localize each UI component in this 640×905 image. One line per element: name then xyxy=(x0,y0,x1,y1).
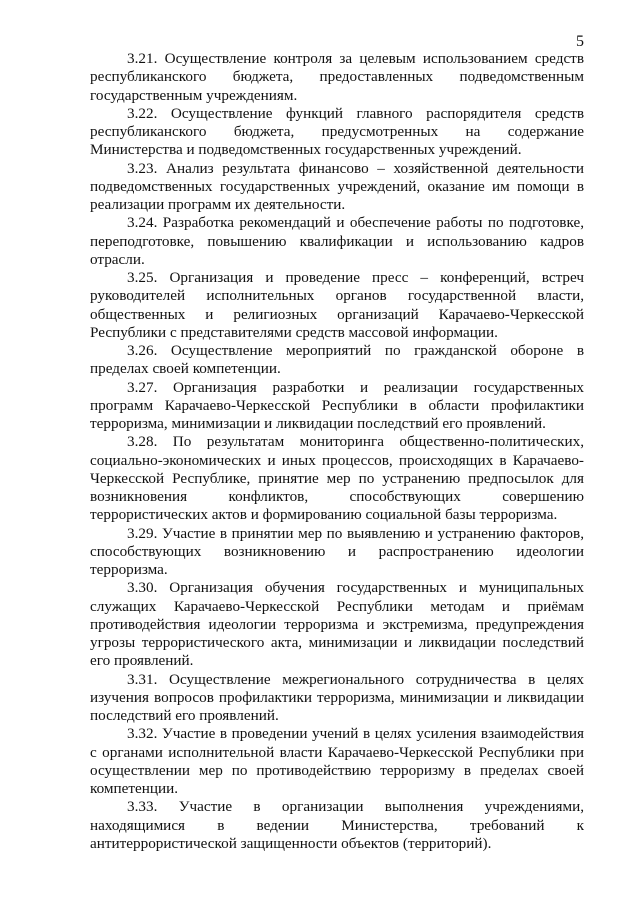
paragraph-3-28: 3.28. По результатам мониторинга общественно-политических, социально-экономических и иных процессов, происходящих в Карачаево-Черкесской Республике, принятие мер по устранению предпосылок для возникновения конфликтов, способствующих совершению террористических актов и формированию социальной базы терроризма. xyxy=(90,433,584,524)
paragraph-3-25: 3.25. Организация и проведение пресс – конференций, встреч руководителей исполнительных органов государственной власти, общественных и религиозных организаций Карачаево-Черкесской Республики с представителями средств массовой информации. xyxy=(90,269,584,341)
document-body xyxy=(90,50,584,853)
paragraph-3-29: 3.29. Участие в принятии мер по выявлению и устранению факторов, способствующих возникновению и распространению идеологии терроризма. xyxy=(90,524,584,578)
paragraph-3-30: 3.30. Организация обучения государственных и муниципальных служащих Карачаево-Черкесской Республики методам и приёмам противодействия идеологии терроризма и экстремизма, предупреждения угрозы террористического акта, минимизации и ликвидации последствий его проявлений. xyxy=(90,579,584,670)
paragraph-3-21: 3.21. Осуществление контроля за целевым использованием средств республиканского бюджета, предоставленных подведомственным государственным учреждениям. xyxy=(90,50,584,104)
paragraph-3-24: 3.24. Разработка рекомендаций и обеспечение работы по подготовке, переподготовке, повышению квалификации и использованию кадров отрасли. xyxy=(90,214,584,268)
paragraph-3-23: 3.23. Анализ результата финансово – хозяйственной деятельности подведомственных государственных учреждений, оказание им помощи в реализации программ их деятельности. xyxy=(90,159,584,213)
paragraph-3-22: 3.22. Осуществление функций главного распорядителя средств республиканского бюджета, предусмотренных на содержание Министерства и подведомственных государственных учреждений. xyxy=(90,104,584,159)
paragraph-3-33: 3.33. Участие в организации выполнения учреждениями, находящимися в ведении Министерства, требований к антитеррористической защищенности объектов (территорий). xyxy=(90,798,584,852)
paragraph-3-26: 3.26. Осуществление мероприятий по гражданской обороне в пределах своей компетенции. xyxy=(90,342,584,378)
page-number: 5 xyxy=(576,33,584,50)
paragraph-3-32: 3.32. Участие в проведении учений в целях усиления взаимодействия с органами исполнительной власти Карачаево-Черкесской Республики при осуществлении мер по противодействию терроризму в пределах своей компетенции. xyxy=(90,725,584,797)
paragraph-3-31: 3.31. Осуществление межрегионального сотрудничества в целях изучения вопросов профилактики терроризма, минимизации и ликвидации последствий его проявлений. xyxy=(90,670,584,724)
paragraph-3-27: 3.27. Организация разработки и реализации государственных программ Карачаево-Черкесской Республики в области профилактики терроризма, минимизации и ликвидации последствий его проявлений. xyxy=(90,378,584,432)
